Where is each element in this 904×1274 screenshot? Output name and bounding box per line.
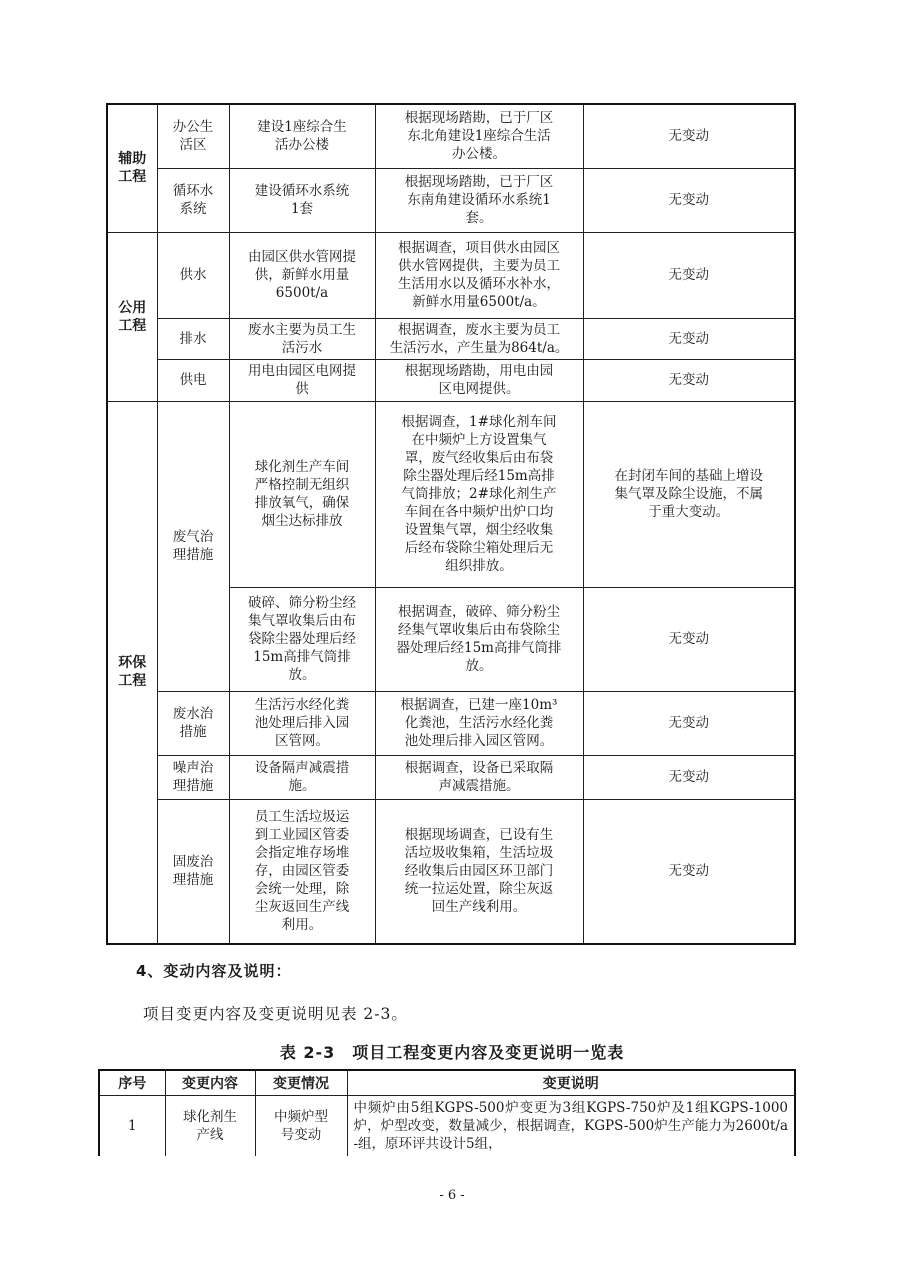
design-cell: 员工生活垃圾运 到工业园区管委 会指定堆存场堆 存，由园区管委 会统一处理，除 尘灰返回生产线 利用。 bbox=[229, 799, 375, 944]
category-cell: 公用 工程 bbox=[107, 232, 157, 401]
table-header-row bbox=[99, 1070, 795, 1096]
change-cell: 无变动 bbox=[583, 799, 795, 944]
item-cell: 供电 bbox=[157, 359, 229, 401]
table-row bbox=[107, 755, 795, 799]
table-row bbox=[107, 401, 795, 587]
category-cell: 辅助 工程 bbox=[107, 104, 157, 232]
change-cell: 无变动 bbox=[583, 318, 795, 359]
actual-cell: 根据现场踏勘，用电由园 区电网提供。 bbox=[375, 359, 583, 401]
item-cell: 固废治 理措施 bbox=[157, 799, 229, 944]
item-cell: 排水 bbox=[157, 318, 229, 359]
header-desc: 变更说明 bbox=[347, 1070, 795, 1096]
header-situation: 变更情况 bbox=[255, 1070, 347, 1096]
table-caption: 表 2-3 项目工程变更内容及变更说明一览表 bbox=[279, 1043, 625, 1062]
actual-cell: 根据调查，已建一座10m³ 化粪池，生活污水经化粪 池处理后排入园区管网。 bbox=[375, 691, 583, 755]
design-cell: 建设循环水系统 1套 bbox=[229, 168, 375, 232]
design-cell: 由园区供水管网提 供，新鲜水用量 6500t/a bbox=[229, 232, 375, 318]
design-cell: 废水主要为员工生 活污水 bbox=[229, 318, 375, 359]
item-cell: 供水 bbox=[157, 232, 229, 318]
design-cell: 设备隔声减震措 施。 bbox=[229, 755, 375, 799]
design-cell: 建设1座综合生 活办公楼 bbox=[229, 104, 375, 168]
change-table bbox=[98, 1069, 796, 1156]
table-row bbox=[99, 1096, 795, 1156]
table-row bbox=[107, 104, 795, 168]
header-no: 序号 bbox=[99, 1070, 165, 1096]
engineering-table bbox=[106, 103, 796, 945]
no-cell: 1 bbox=[99, 1096, 165, 1156]
category-cell: 环保 工程 bbox=[107, 401, 157, 944]
content-cell: 球化剂生 产线 bbox=[165, 1096, 255, 1156]
actual-cell: 根据调查，1#球化剂车间 在中频炉上方设置集气 罩，废气经收集后由布袋 除尘器处理后经15m高排 气筒排放；2#球化剂生产 车间在各中频炉出炉口均 设置集气罩，烟尘经收集 后经布袋除尘箱处理后无 组织排放。 bbox=[375, 401, 583, 587]
item-cell: 循环水 系统 bbox=[157, 168, 229, 232]
table-row bbox=[107, 232, 795, 318]
desc-cell: 中频炉由5组KGPS-500炉变更为3组KGPS-750炉及1组KGPS-1000炉，炉型改变，数量减少，根据调查，KGPS-500炉生产能力为2600t/a-组，原环评共设计5组， bbox=[347, 1096, 795, 1156]
change-cell: 在封闭车间的基础上增设 集气罩及除尘设施，不属 于重大变动。 bbox=[583, 401, 795, 587]
design-cell: 球化剂生产车间 严格控制无组织 排放氧气，确保 烟尘达标排放 bbox=[229, 401, 375, 587]
item-cell: 废水治 措施 bbox=[157, 691, 229, 755]
design-cell: 用电由园区电网提 供 bbox=[229, 359, 375, 401]
table-row bbox=[107, 318, 795, 359]
page-number: - 6 - bbox=[439, 1188, 465, 1203]
table-row bbox=[107, 168, 795, 232]
design-cell: 生活污水经化粪 池处理后排入园 区管网。 bbox=[229, 691, 375, 755]
item-cell: 办公生 活区 bbox=[157, 104, 229, 168]
header-content: 变更内容 bbox=[165, 1070, 255, 1096]
situation-cell: 中频炉型 号变动 bbox=[255, 1096, 347, 1156]
section-heading: 4、变动内容及说明： bbox=[136, 962, 292, 980]
actual-cell: 根据现场调查，已设有生 活垃圾收集箱，生活垃圾 经收集后由园区环卫部门 统一拉运处置，除尘灰返 回生产线利用。 bbox=[375, 799, 583, 944]
actual-cell: 根据调查，破碎、筛分粉尘 经集气罩收集后由布袋除尘 器处理后经15m高排气筒排 放。 bbox=[375, 587, 583, 691]
actual-cell: 根据现场踏勘，已于厂区 东北角建设1座综合生活 办公楼。 bbox=[375, 104, 583, 168]
change-cell: 无变动 bbox=[583, 755, 795, 799]
actual-cell: 根据调查，项目供水由园区 供水管网提供，主要为员工 生活用水以及循环水补水， 新鲜水用量6500t/a。 bbox=[375, 232, 583, 318]
change-cell: 无变动 bbox=[583, 232, 795, 318]
table-row bbox=[107, 691, 795, 755]
design-cell: 破碎、筛分粉尘经 集气罩收集后由布 袋除尘器处理后经 15m高排气筒排 放。 bbox=[229, 587, 375, 691]
change-cell: 无变动 bbox=[583, 359, 795, 401]
actual-cell: 根据现场踏勘，已于厂区 东南角建设循环水系统1 套。 bbox=[375, 168, 583, 232]
change-cell: 无变动 bbox=[583, 168, 795, 232]
section-paragraph: 项目变更内容及变更说明见表 2-3。 bbox=[143, 1005, 408, 1023]
table-row bbox=[107, 359, 795, 401]
change-cell: 无变动 bbox=[583, 104, 795, 168]
actual-cell: 根据调查，废水主要为员工 生活污水，产生量为864t/a。 bbox=[375, 318, 583, 359]
change-cell: 无变动 bbox=[583, 587, 795, 691]
table-row bbox=[107, 799, 795, 944]
item-cell: 废气治 理措施 bbox=[157, 401, 229, 691]
item-cell: 噪声治 理措施 bbox=[157, 755, 229, 799]
change-cell: 无变动 bbox=[583, 691, 795, 755]
actual-cell: 根据调查，设备已采取隔 声减震措施。 bbox=[375, 755, 583, 799]
